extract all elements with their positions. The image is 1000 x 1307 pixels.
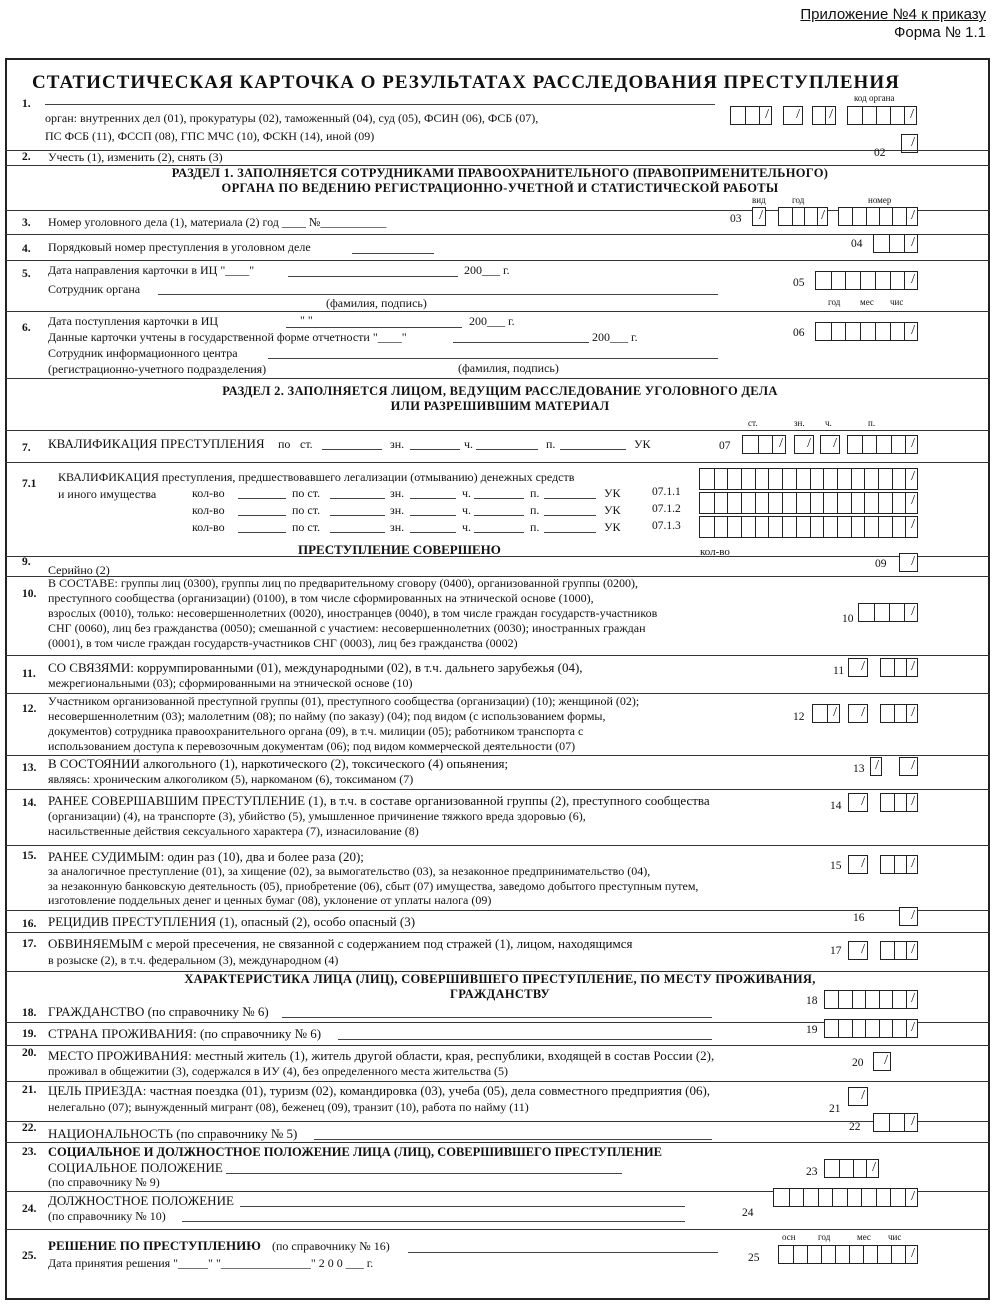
row-13-code: 13 <box>853 763 865 775</box>
row-5-chis: чис <box>890 297 904 307</box>
row-7-box-ch[interactable]: / <box>820 435 840 454</box>
row-71-p-1: п. <box>530 486 540 500</box>
row-3-num: 3. <box>22 217 31 229</box>
row-71-box-1[interactable]: / <box>699 468 918 490</box>
row-3-box-vid[interactable]: / <box>752 207 766 226</box>
row-25-code: 25 <box>748 1252 760 1264</box>
row-71-box-3[interactable]: / <box>699 516 918 538</box>
row-10-l5: (0001), в том числе граждан государств-участников СНГ (0003), лиц без гражданства (0002) <box>48 636 518 650</box>
row-21-code: 21 <box>829 1103 841 1115</box>
label-nomer: номер <box>868 195 892 205</box>
crime-title: ПРЕСТУПЛЕНИЕ СОВЕРШЕНО <box>298 542 501 557</box>
row-1-num: 1. <box>22 98 31 110</box>
row-15-box-a[interactable]: / <box>848 855 868 874</box>
row-17-l1: ОБВИНЯЕМЫМ с мерой пресечения, не связанной с содержанием под стражей (1), лицом, находящимся <box>48 936 633 951</box>
row-1-box-a[interactable]: / <box>730 106 772 125</box>
row-25-l1b: (по справочнику № 16) <box>272 1239 390 1253</box>
row-71-ch-field-3[interactable] <box>474 532 524 533</box>
row-19-text: СТРАНА ПРОЖИВАНИЯ: (по справочнику № 6) <box>48 1026 322 1041</box>
row-71-zn-field-2[interactable] <box>410 515 456 516</box>
row-25-chis: чис <box>888 1232 902 1242</box>
row-10-num: 10. <box>22 588 37 600</box>
row-20-box[interactable]: / <box>873 1052 891 1071</box>
row-71-st-field-3[interactable] <box>330 532 385 533</box>
row-10-l2: преступного сообщества (организации) (0100), в том числе сформированных на этнической основе (1000), <box>48 591 594 605</box>
row-10-l4: СНГ (0060), лиц без гражданства (0050); смешанной с участием: несовершеннолетних (0030); иностранных граждан <box>48 621 646 635</box>
row-14-box-a[interactable]: / <box>848 793 868 812</box>
row-7-box-p[interactable]: / <box>847 435 918 454</box>
row-16-code: 16 <box>853 912 865 924</box>
row-71-uk-3: УК <box>604 520 621 534</box>
row-71-kolvo-3: кол-во <box>192 520 225 534</box>
row-14-box-b[interactable]: / <box>880 793 918 812</box>
row-71-box-2[interactable]: / <box>699 492 918 514</box>
row-1-line2: ПС ФСБ (11), ФССП (08), ГПС МЧС (10), ФСКН (14), иной (09) <box>45 129 375 143</box>
row-23-title: СОЦИАЛЬНОЕ И ДОЛЖНОСТНОЕ ПОЛОЖЕНИЕ ЛИЦА (ЛИЦ), СОВЕРШИВШЕГО ПРЕСТУПЛЕНИЕ <box>48 1145 662 1159</box>
row-5-num: 5. <box>22 268 31 280</box>
row-23-l1: СОЦИАЛЬНОЕ ПОЛОЖЕНИЕ <box>48 1160 223 1175</box>
row-3-box-god[interactable]: / <box>778 207 828 226</box>
row-17-code: 17 <box>830 945 842 957</box>
row-71-kolvo-field-2[interactable] <box>238 515 286 516</box>
row-25-l1: РЕШЕНИЕ ПО ПРЕСТУПЛЕНИЮ <box>48 1238 261 1253</box>
label-zn: зн. <box>794 418 805 428</box>
row-5-mes: мес <box>860 297 874 307</box>
row-20-l2: проживал в общежитии (3), содержался в ИУ (4), без определенного места жительства (5) <box>48 1064 509 1078</box>
row-4-num: 4. <box>22 243 31 255</box>
row-10-l3: взрослых (0010), только: несовершеннолетних (0020), иностранцев (0040), в том числе граждан государств-участников <box>48 606 658 620</box>
row-14-l2: (организации) (4), на транспорте (3), убийство (5), умышленное причинение тяжкого вреда здоровью (6), <box>48 809 586 823</box>
label-p: п. <box>868 418 876 428</box>
row-71-p-3: п. <box>530 520 540 534</box>
row-15-l1: РАНЕЕ СУДИМЫМ: один раз (10), два и более раза (20); <box>48 849 364 864</box>
row-5-line2: Сотрудник органа <box>48 282 141 296</box>
row-17-l2: в розыске (2), в т.ч. федеральном (3), международном (4) <box>48 953 339 967</box>
row-21-l2: нелегально (07); вынужденный мигрант (08), беженец (09), транзит (10), работа по найму (11) <box>48 1100 529 1114</box>
row-21-num: 21. <box>22 1084 37 1096</box>
row-71-p-field-1[interactable] <box>544 498 596 499</box>
row-71-line1: КВАЛИФИКАЦИЯ преступления, предшествовавшего легализации (отмыванию) денежных средств <box>58 470 575 484</box>
label-vid: вид <box>752 195 766 205</box>
row-14-l1: РАНЕЕ СОВЕРШАВШИМ ПРЕСТУПЛЕНИЕ (1), в т.ч. в составе организованной группы (2), преступного сообщества <box>48 793 710 808</box>
row-5-code: 05 <box>793 277 805 289</box>
row-17-num: 17. <box>22 938 37 950</box>
row-71-kolvo-1: кол-во <box>192 486 225 500</box>
row-22-code: 22 <box>849 1121 861 1133</box>
row-23-code: 23 <box>806 1166 818 1178</box>
row-11-l2: межрегиональными (03); сформированными на этнической основе (10) <box>48 676 413 690</box>
row-3-box-nomer[interactable]: / <box>838 207 918 226</box>
row-9-text: Серийно (2) <box>48 563 110 577</box>
row-6-code: 06 <box>793 327 805 339</box>
row-6-line2: Данные карточки учтены в государственной форме отчетности "____" <box>48 330 407 344</box>
row-7-p: п. <box>546 437 556 451</box>
row-71-zn-1: зн. <box>390 486 405 500</box>
row-24-num: 24. <box>22 1203 37 1215</box>
section-1-title-1: РАЗДЕЛ 1. ЗАПОЛНЯЕТСЯ СОТРУДНИКАМИ ПРАВООХРАНИТЕЛЬНОГО (ПРАВОПРИМЕНИТЕЛЬНОГО) <box>171 166 829 180</box>
row-3-code: 03 <box>730 213 742 225</box>
row-25-num: 25. <box>22 1250 37 1262</box>
row-17-box-b[interactable]: / <box>880 941 918 960</box>
row-12-l4: использованием доступа к перевозочным документам (06); под видом коммерческой деятельности (07) <box>48 739 576 753</box>
row-1-box-b[interactable]: / <box>783 106 803 125</box>
row-20-l1: МЕСТО ПРОЖИВАНИЯ: местный житель (1), житель другой области, края, республики, входящей в состав России (2), <box>48 1048 715 1063</box>
row-71-zn-2: зн. <box>390 503 405 517</box>
row-12-l2: несовершеннолетним (03); малолетним (08); по найму (по заказу) (04); под видом (с использованием формы, <box>48 709 606 723</box>
row-7-num: 7. <box>22 442 31 454</box>
row-7-st: ст. <box>300 437 313 451</box>
row-16-text: РЕЦИДИВ ПРЕСТУПЛЕНИЯ (1), опасный (2), особо опасный (3) <box>48 914 416 929</box>
row-15-l4: изготовление поддельных денег и ценных бумаг (08), уклонение от уплаты налога (09) <box>48 893 492 907</box>
row-22-text: НАЦИОНАЛЬНОСТЬ (по справочнику № 5) <box>48 1126 298 1141</box>
row-71-uk-1: УК <box>604 486 621 500</box>
row-5-line1: Дата направления карточки в ИЦ "____" <box>48 263 255 277</box>
row-6-q1: " " <box>300 313 313 327</box>
row-71-zn-3: зн. <box>390 520 405 534</box>
row-71-st-field-1[interactable] <box>330 498 385 499</box>
row-22-box[interactable]: / <box>873 1113 918 1132</box>
row-15-code: 15 <box>830 860 842 872</box>
row-25-box[interactable]: / <box>778 1245 918 1264</box>
row-6-line3: Сотрудник информационного центра <box>48 346 238 360</box>
row-24-box[interactable]: / <box>773 1188 918 1207</box>
row-14-code: 14 <box>830 800 842 812</box>
row-14-num: 14. <box>22 797 37 809</box>
row-15-num: 15. <box>22 850 37 862</box>
row-15-l3: за незаконную банковскую деятельность (05), приобретение (06), сбыт (07) имущества, заведомо добытого преступным путем, <box>48 879 699 893</box>
row-7-box-st[interactable]: / <box>742 435 786 454</box>
row-71-ch-3: ч. <box>462 520 472 534</box>
row-17-box-a[interactable]: / <box>848 941 868 960</box>
row-22-num: 22. <box>22 1122 37 1134</box>
row-15-box-b[interactable]: / <box>880 855 918 874</box>
row-19-code: 19 <box>806 1024 818 1036</box>
row-25-osn: осн <box>782 1232 796 1242</box>
row-13-num: 13. <box>22 762 37 774</box>
row-11-code: 11 <box>833 665 845 677</box>
row-11-num: 11. <box>22 668 36 680</box>
row-18-box[interactable]: / <box>824 990 918 1009</box>
row-25-god: год <box>818 1232 831 1242</box>
row-71-kolvo-label: кол-во <box>700 546 730 558</box>
row-10-code: 10 <box>842 613 854 625</box>
row-2-text: Учесть (1), изменить (2), снять (3) <box>48 150 223 164</box>
label-ch: ч. <box>825 418 832 428</box>
row-6-sig: (фамилия, подпись) <box>458 361 559 375</box>
code-organ-label: код органа <box>854 93 895 103</box>
row-12-l3: документов) сотрудника правоохранительного органа (09), в т.ч. милиции (05); работником транспорта с <box>48 724 584 738</box>
row-11-box-a[interactable]: / <box>848 658 868 677</box>
row-9-code: 09 <box>875 558 887 570</box>
row-5-sig: (фамилия, подпись) <box>326 296 427 310</box>
row-15-l2: за аналогичное преступление (01), за хищение (02), за вымогательство (03), за незаконное предпринимательство (04), <box>48 864 651 878</box>
row-1-box-e[interactable]: / <box>901 134 918 153</box>
row-13-box-b[interactable]: / <box>899 757 918 776</box>
row-7-ch: ч. <box>464 437 474 451</box>
row-7-uk: УК <box>634 437 651 451</box>
row-2-code: 02 <box>874 147 886 159</box>
row-16-box[interactable]: / <box>899 907 918 926</box>
row-71-post-1: по ст. <box>292 486 321 500</box>
row-12-box-a[interactable]: / <box>812 704 840 723</box>
row-12-box-c[interactable]: / <box>880 704 918 723</box>
row-12-l1: Участником организованной преступной группы (01), преступного сообщества (организации) (10); женщиной (02); <box>48 694 640 708</box>
row-71-zn-field-3[interactable] <box>410 532 456 533</box>
row-9-box[interactable]: / <box>899 553 918 572</box>
row-71-kolvo-2: кол-во <box>192 503 225 517</box>
row-71-c3: 07.1.3 <box>652 520 681 532</box>
row-10-l1: В СОСТАВЕ: группы лиц (0300), группы лиц по предварительному сговору (0400), организованной группы (0200), <box>48 576 638 590</box>
row-1-box-d[interactable]: / <box>847 106 917 125</box>
char-title-2: ГРАЖДАНСТВУ <box>450 987 550 1001</box>
header-line-2: Форма № 1.1 <box>893 24 986 41</box>
row-18-text: ГРАЖДАНСТВО (по справочнику № 6) <box>48 1004 269 1019</box>
row-71-ch-field-2[interactable] <box>474 515 524 516</box>
row-3-text: Номер уголовного дела (1), материала (2) год ____ №___________ <box>48 215 387 229</box>
label-god: год <box>792 195 805 205</box>
row-71-ch-2: ч. <box>462 503 472 517</box>
label-st: ст. <box>748 418 758 428</box>
row-13-l2: являясь: хроническим алкоголиком (5), наркоманом (6), токсиманом (7) <box>48 772 414 786</box>
row-71-post-3: по ст. <box>292 520 321 534</box>
row-24-code: 24 <box>742 1207 754 1219</box>
row-71-line2: и иного имущества <box>58 487 157 501</box>
row-71-uk-2: УК <box>604 503 621 517</box>
row-2-num: 2. <box>22 151 31 163</box>
row-5-year: 200___ г. <box>464 263 510 277</box>
section-2-title-2: ИЛИ РАЗРЕШИВШИМ МАТЕРИАЛ <box>390 399 610 413</box>
row-71-c2: 07.1.2 <box>652 503 681 515</box>
row-12-num: 12. <box>22 703 37 715</box>
row-23-l2: (по справочнику № 9) <box>48 1175 160 1189</box>
row-20-code: 20 <box>852 1057 864 1069</box>
row-6-line1: Дата поступления карточки в ИЦ <box>48 314 219 328</box>
row-12-box-b[interactable]: / <box>848 704 868 723</box>
row-7-zn: зн. <box>390 437 405 451</box>
row-7-box-zn[interactable]: / <box>794 435 814 454</box>
row-24-l1: ДОЛЖНОСТНОЕ ПОЛОЖЕНИЕ <box>48 1193 234 1208</box>
row-12-code: 12 <box>793 711 805 723</box>
row-71-p-field-2[interactable] <box>544 515 596 516</box>
row-4-text: Порядковый номер преступления в уголовном деле <box>48 240 311 254</box>
row-16-num: 16. <box>22 918 37 930</box>
row-11-l1: СО СВЯЗЯМИ: коррумпированными (01), международными (02), в т.ч. дальнего зарубежья (04), <box>48 660 583 675</box>
row-10-box[interactable]: / <box>858 603 918 622</box>
row-1-line1: орган: внутренних дел (01), прокуратуры (02), таможенный (04), суд (05), ФСИН (06), ФСБ (07), <box>45 111 539 125</box>
row-71-kolvo-field-1[interactable] <box>238 498 286 499</box>
row-71-zn-field-1[interactable] <box>410 498 456 499</box>
row-1-box-c[interactable]: / <box>812 106 836 125</box>
row-20-num: 20. <box>22 1047 37 1059</box>
row-71-ch-1: ч. <box>462 486 472 500</box>
row-19-box[interactable]: / <box>824 1019 918 1038</box>
char-title-1: ХАРАКТЕРИСТИКА ЛИЦА (ЛИЦ), СОВЕРШИВШЕГО ПРЕСТУПЛЕНИЕ, ПО МЕСТУ ПРОЖИВАНИЯ, <box>184 972 816 986</box>
row-71-p-2: п. <box>530 503 540 517</box>
row-7-code: 07 <box>719 440 731 452</box>
row-11-box-b[interactable]: / <box>880 658 918 677</box>
row-6-yr2: 200___ г. <box>592 330 638 344</box>
row-71-c1: 07.1.1 <box>652 486 681 498</box>
row-4-box[interactable]: / <box>873 234 918 253</box>
row-19-num: 19. <box>22 1028 37 1040</box>
row-21-box[interactable]: / <box>848 1087 868 1106</box>
row-18-code: 18 <box>806 995 818 1007</box>
row-7-po: по <box>278 437 291 451</box>
form-title: СТАТИСТИЧЕСКАЯ КАРТОЧКА О РЕЗУЛЬТАТАХ РАССЛЕДОВАНИЯ ПРЕСТУПЛЕНИЯ <box>32 72 900 93</box>
row-25-mes: мес <box>857 1232 871 1242</box>
row-6-line4: (регистрационно-учетного подразделения) <box>48 362 267 376</box>
row-71-kolvo-field-3[interactable] <box>238 532 286 533</box>
section-1-title-2: ОРГАНА ПО ВЕДЕНИЮ РЕГИСТРАЦИОННО-УЧЕТНОЙ И СТАТИСТИЧЕСКОЙ РАБОТЫ <box>221 181 779 195</box>
section-2-title-1: РАЗДЕЛ 2. ЗАПОЛНЯЕТСЯ ЛИЦОМ, ВЕДУЩИМ РАССЛЕДОВАНИЕ УГОЛОВНОГО ДЕЛА <box>222 384 778 398</box>
row-24-l2: (по справочнику № 10) <box>48 1209 166 1223</box>
row-14-l3: насильственные действия сексуального характера (7), изнасилование (8) <box>48 824 419 838</box>
row-71-st-field-2[interactable] <box>330 515 385 516</box>
row-5-box[interactable]: / <box>815 271 918 290</box>
row-25-l2: Дата принятия решения "_____" "_______________" 2 0 0 ___ г. <box>48 1256 374 1270</box>
row-5-god: год <box>828 297 841 307</box>
row-13-box-a[interactable]: / <box>870 757 882 776</box>
row-18-num: 18. <box>22 1007 37 1019</box>
row-71-p-field-3[interactable] <box>544 532 596 533</box>
row-4-code: 04 <box>851 238 863 250</box>
row-23-num: 23. <box>22 1146 37 1158</box>
row-13-l1: В СОСТОЯНИИ алкогольного (1), наркотического (2), токсического (4) опьянения; <box>48 756 509 771</box>
row-71-post-2: по ст. <box>292 503 321 517</box>
row-6-yr1: 200___ г. <box>469 314 515 328</box>
row-71-num: 7.1 <box>22 478 37 490</box>
row-6-num: 6. <box>22 322 31 334</box>
row-7-text: КВАЛИФИКАЦИЯ ПРЕСТУПЛЕНИЯ <box>48 436 265 451</box>
row-71-ch-field-1[interactable] <box>474 498 524 499</box>
row-21-l1: ЦЕЛЬ ПРИЕЗДА: частная поездка (01), туризм (02), командировка (03), учеба (05), дела совместного предприятия (06), <box>48 1083 711 1098</box>
row-23-box[interactable]: / <box>824 1159 879 1178</box>
row-6-box[interactable]: / <box>815 322 918 341</box>
row-9-num: 9. <box>22 556 31 568</box>
header-line-1: Приложение №4 к приказу <box>800 6 986 23</box>
